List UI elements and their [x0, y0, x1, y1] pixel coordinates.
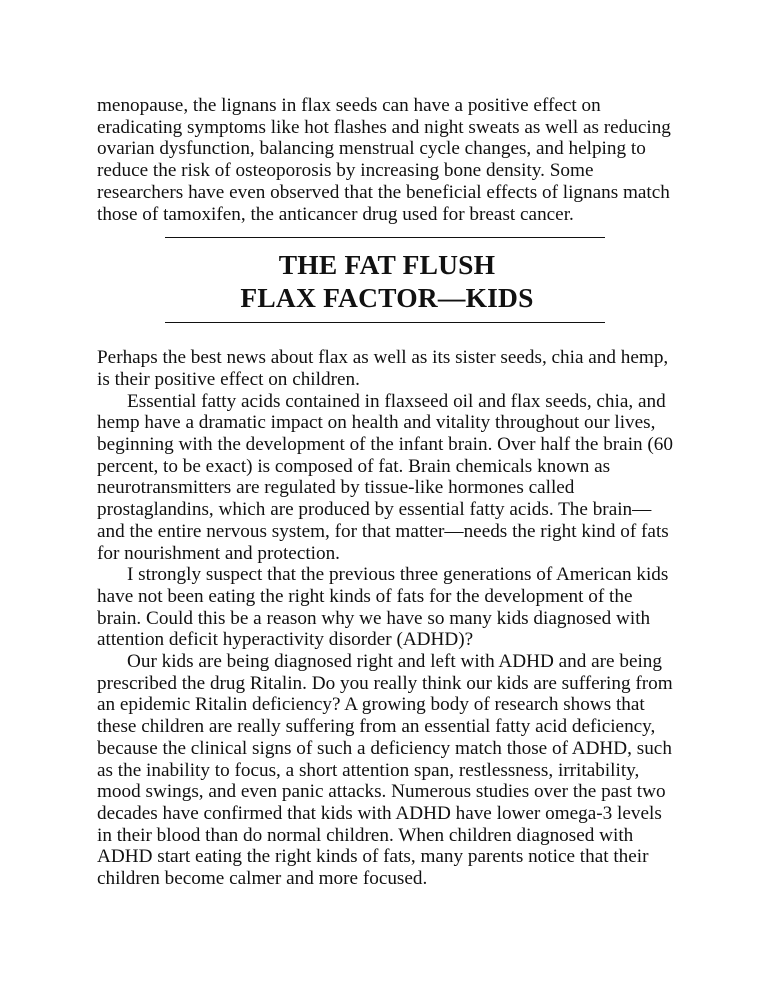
section-heading	[97, 248, 677, 314]
body-paragraph-3: I strongly suspect that the previous three generations of American kids have not been eating the right kinds of fats for the development of the brain. Could this be a reason why we have so many kids diagnosed with attention deficit hyperactivity disorder (ADHD)?	[97, 564, 669, 651]
body-paragraph-4: Our kids are being diagnosed right and left with ADHD and are being prescribed the drug Ritalin. Do you really think our kids are suffering from an epidemic Ritalin deficiency? A growing body of research shows that these children are really suffering from an essential fatty acid deficiency, because the clinical signs of such a deficiency match those of ADHD, such as the inability to focus, a short attention span, restlessness, irritability, mood swings, and even panic attacks. Numerous studies over the past two decades have confirmed that kids with ADHD have lower omega-3 levels in their blood than do normal children. When children diagnosed with ADHD start eating the right kinds of fats, many parents notice that their children become calmer and more focused.	[97, 651, 673, 890]
continued-paragraph: menopause, the lignans in flax seeds can have a positive effect on eradicating symptoms like hot flashes and night sweats as well as reducing ovarian dysfunction, balancing menstrual cycle changes, and helping to reduce the risk of osteoporosis by increasing bone density. Some researchers have even observed that the beneficial effects of lignans match those of tamoxifen, the anticancer drug used for breast cancer.	[97, 95, 671, 225]
body-paragraph-1: Perhaps the best news about flax as well as its sister seeds, chia and hemp, is their positive effect on children.	[97, 347, 669, 390]
section-heading-line-1: THE FAT FLUSH	[278, 249, 496, 281]
body-paragraph-2: Essential fatty acids contained in flaxseed oil and flax seeds, chia, and hemp have a dramatic impact on health and vitality throughout our lives, beginning with the development of the infant brain. Over half the brain (60 percent, to be exact) is composed of fat. Brain chemicals known as neurotransmitters are regulated by tissue-like hormones called prostaglandins, which are produced by essential fatty acids. The brain—and the entire nervous system, for that matter—needs the right kind of fats for nourishment and protection.	[97, 390, 673, 564]
heading-top-rule	[165, 237, 605, 238]
heading-bottom-rule	[165, 322, 605, 323]
book-page	[97, 95, 677, 890]
section-heading-line-2: FLAX FACTOR—KIDS	[240, 282, 534, 314]
